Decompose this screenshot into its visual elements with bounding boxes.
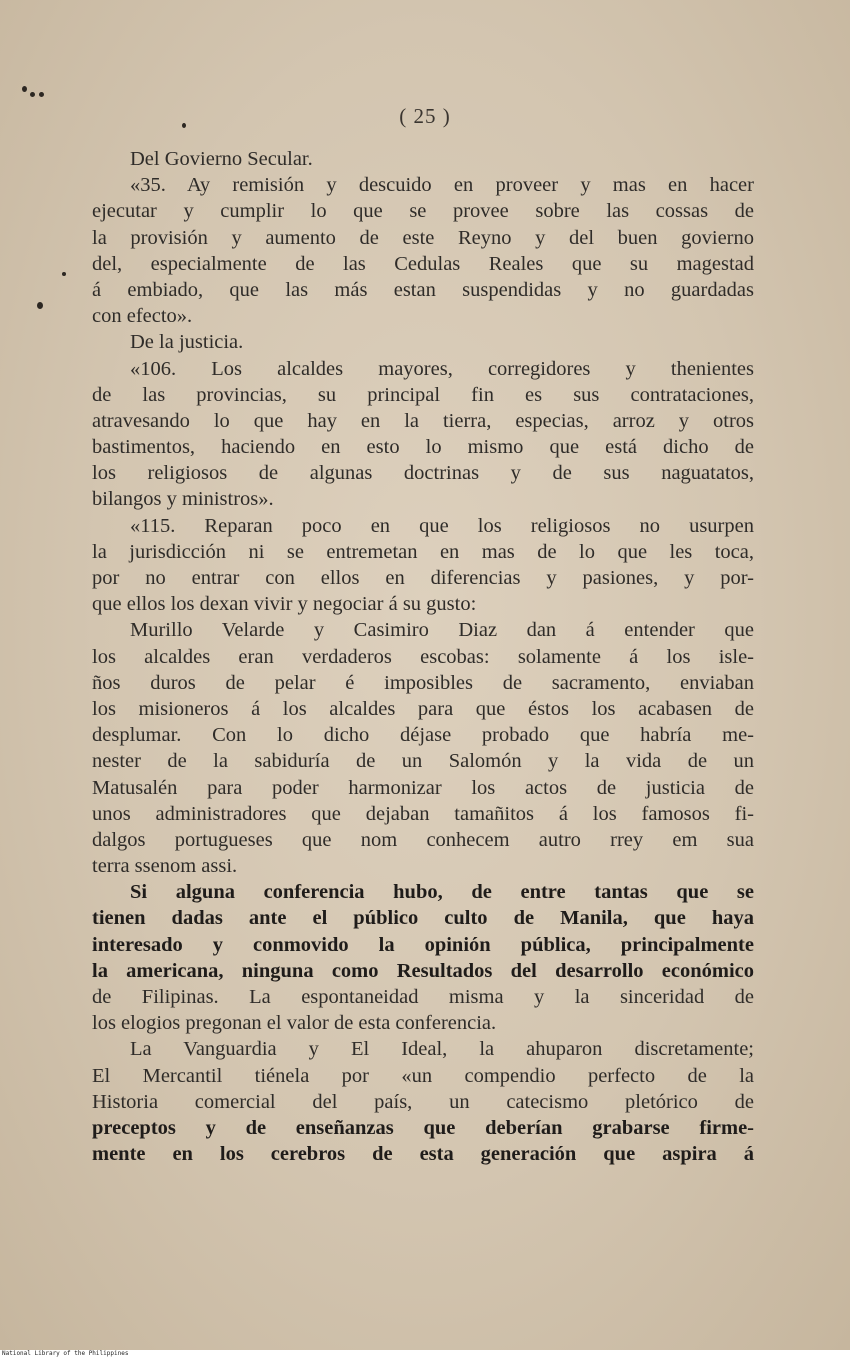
text-line: De la justicia. xyxy=(130,331,244,354)
text-line: del, especialmente de las Cedulas Reales que su magestad xyxy=(92,252,754,275)
text-line: ejecutar y cumplir lo que se provee sobre las cossas de xyxy=(92,200,754,223)
text-line: unos administradores que dejaban tamañitos á los famosos fi- xyxy=(92,802,754,825)
text-line: Matusalén para poder harmonizar los actos de justicia de xyxy=(92,776,754,799)
text-line: «106. Los alcaldes mayores, corregidores y thenientes xyxy=(130,357,754,380)
text-line: nester de la sabiduría de un Salomón y la vida de un xyxy=(92,750,754,773)
text-line: mente en los cerebros de esta generación que aspira á xyxy=(92,1143,754,1166)
text-line: la americana, ninguna como Resultados del desarrollo económico xyxy=(92,959,754,982)
text-line: «35. Ay remisión y descuido en proveer y mas en hacer xyxy=(130,174,754,197)
text-line: desplumar. Con lo dicho déjase probado que habría me- xyxy=(92,724,754,747)
text-line: ños duros de pelar é imposibles de sacramento, enviaban xyxy=(92,671,754,694)
text-line: los alcaldes eran verdaderos escobas: solamente á los isle- xyxy=(92,645,754,668)
text-line: los religiosos de algunas doctrinas y de sus naguatatos, xyxy=(92,462,754,485)
text-line: Si alguna conferencia hubo, de entre tantas que se xyxy=(130,881,754,904)
text-line: Historia comercial del país, un catecismo pletórico de xyxy=(92,1090,754,1113)
text-line: dalgos portugueses que nom conhecem autro rrey em sua xyxy=(92,828,754,851)
text-line: los misioneros á los alcaldes para que éstos los acabasen de xyxy=(92,697,754,720)
page-number: ( 25 ) xyxy=(399,104,451,128)
text-line: tienen dadas ante el público culto de Manila, que haya xyxy=(92,907,754,930)
body-text xyxy=(92,146,754,1167)
text-line: la provisión y aumento de este Reyno y del buen govierno xyxy=(92,226,754,249)
text-line: «115. Reparan poco en que los religiosos no usurpen xyxy=(130,514,754,537)
text-line: Murillo Velarde y Casimiro Diaz dan á entender que xyxy=(130,619,754,642)
text-line: La Vanguardia y El Ideal, la ahuparon discretamente; xyxy=(130,1038,754,1061)
text-line: interesado y conmovido la opinión pública, principalmente xyxy=(92,933,754,956)
text-line: con efecto». xyxy=(92,305,193,328)
text-line: atravesando lo que hay en la tierra, especias, arroz y otros xyxy=(92,409,754,432)
text-line: preceptos y de enseñanzas que deberían grabarse firme- xyxy=(92,1116,754,1139)
ink-speck xyxy=(22,86,27,92)
text-line: El Mercantil tiénela por «un compendio perfecto de la xyxy=(92,1064,754,1087)
text-line: de las provincias, su principal fin es sus contrataciones, xyxy=(92,383,754,406)
text-line: por no entrar con ellos en diferencias y pasiones, y por- xyxy=(92,567,754,589)
text-line: á embiado, que las más estan suspendidas y no guardadas xyxy=(92,278,754,301)
text-line: bastimentos, haciendo en esto lo mismo que está dicho de xyxy=(92,436,754,459)
ink-speck xyxy=(39,92,44,97)
ink-speck xyxy=(30,92,35,97)
ink-speck xyxy=(37,302,43,309)
library-credit: National Library of the Philippines xyxy=(2,1350,129,1357)
text-line: bilangos y ministros». xyxy=(92,488,274,511)
text-line: terra ssenom assi. xyxy=(92,855,238,878)
text-line: de Filipinas. La espontaneidad misma y la sinceridad de xyxy=(92,986,754,1008)
ink-speck xyxy=(62,272,66,276)
text-line: los elogios pregonan el valor de esta conferencia. xyxy=(92,1012,497,1035)
text-line: Del Govierno Secular. xyxy=(130,148,313,170)
text-line: que ellos los dexan vivir y negociar á su gusto: xyxy=(92,593,477,616)
text-line: la jurisdicción ni se entremetan en mas de lo que les toca, xyxy=(92,540,754,563)
